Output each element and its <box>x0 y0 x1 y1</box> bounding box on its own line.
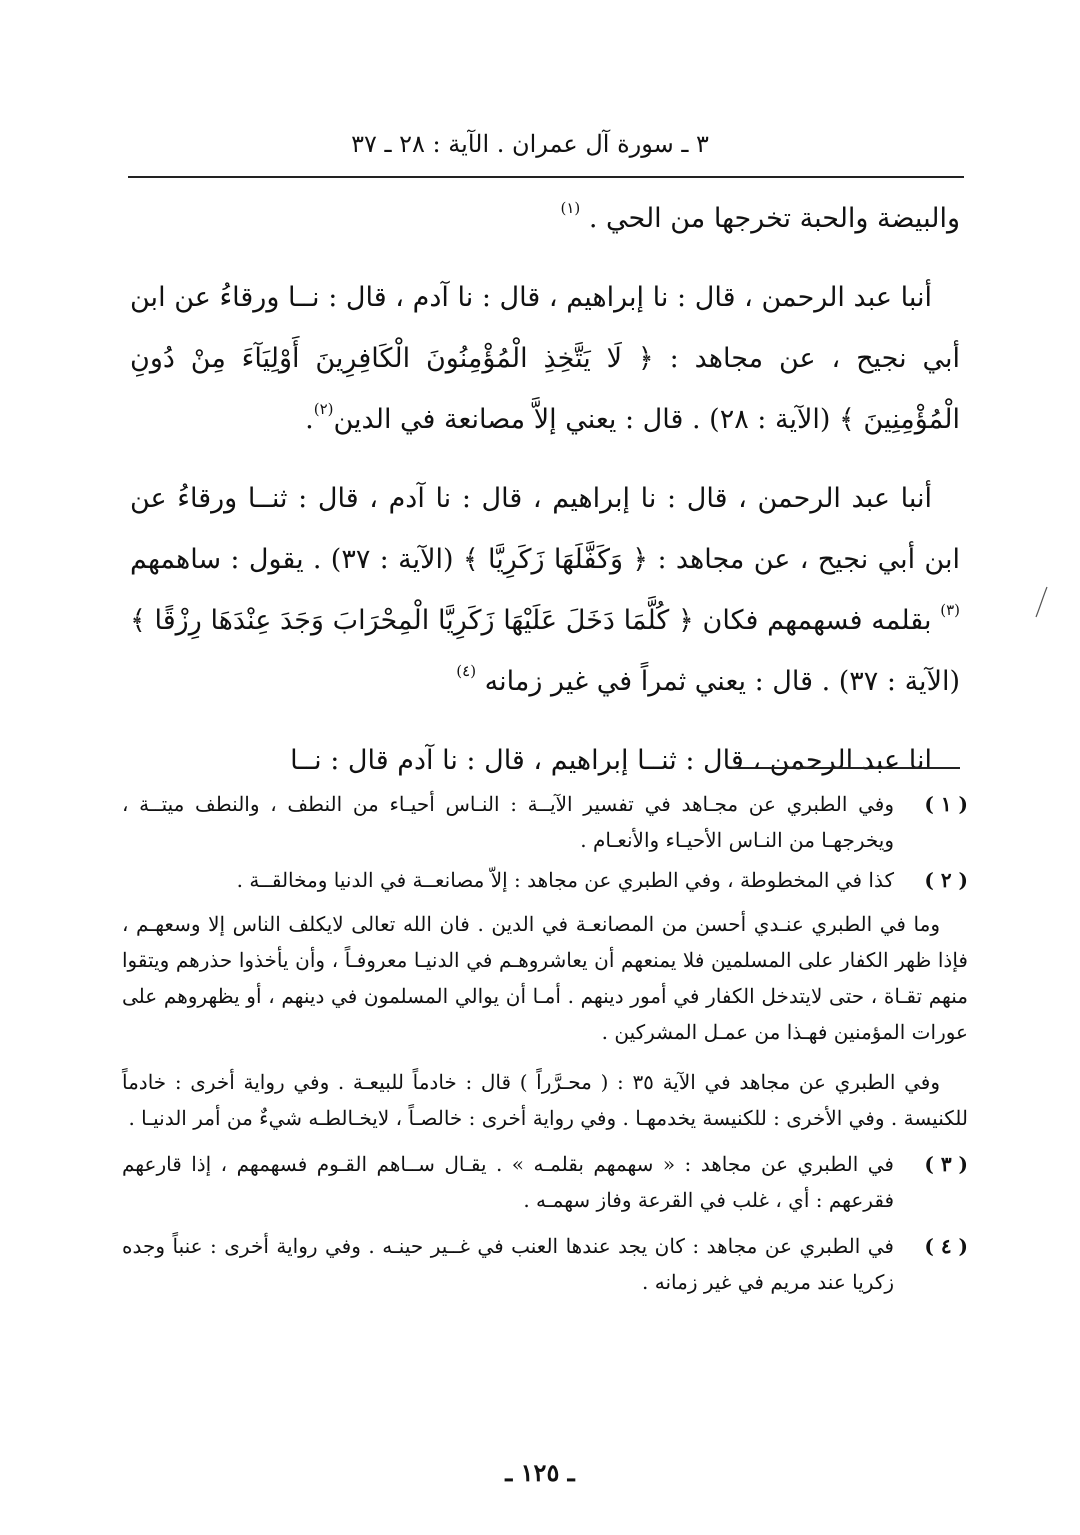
footnote-text: كذا في المخطوطة ، وفي الطبري عن مجاهد : إلاّ مصانعــة في الدنيا ومخالقــة . <box>236 868 894 892</box>
footnote-body <box>122 786 894 858</box>
paragraph-2-text: أنبا عبد الرحمن ، قال : نا إبراهيم ، قال : نا آدم ، قال : نــا ورقاءُ عن ابن أبي نجيح ، عن مجاهد : ﴿ لَا يَتَّخِذِ الْمُؤْمِنُونَ الْكَافِرِينَ أَوْلِيَآءَ مِنْ دُونِ الْمُؤْمِنِينَ ﴾ (الآية : ٢٨) . قال : يعني إلاَّ مصانعة في الدين <box>130 282 960 435</box>
footnote-text: في الطبري عن مجاهد : كان يجد عندها العنب في غــير حينـه . وفي رواية أخرى : عنباً وجده زكريا عند مريم في غير زمانه . <box>122 1234 894 1294</box>
footnote-2 <box>122 862 968 898</box>
footnote-body <box>122 1146 894 1218</box>
running-head: ٣ ـ سورة آل عمران . الآية : ٢٨ ـ ٣٧ <box>351 130 709 158</box>
footnote-number: ( ٣ ) <box>924 1152 968 1176</box>
paragraph-2-end: . <box>305 404 314 435</box>
footnote-1 <box>122 786 968 858</box>
paragraph-1 <box>130 188 960 249</box>
paragraph-3 <box>130 468 960 712</box>
paragraph-2 <box>130 267 960 450</box>
margin-pencil-mark <box>1034 585 1050 619</box>
page-number: ـ ١٢٥ ـ <box>505 1458 575 1487</box>
footnotes <box>122 786 968 1300</box>
footnote-4 <box>122 1228 968 1300</box>
header-rule <box>128 176 964 178</box>
paragraph-4 <box>130 730 960 791</box>
footnote-2-commentary-2: وفي الطبري عن مجاهد في الآية ٣٥ : ( محـرَّراً ) قال : خادماً للبيعـة . وفي رواية أخرى : خادماً للكنيسة . وفي الأخرى : للكنيسة يخدمهـا . وفي رواية أخرى : خالصـاً ، لايخـالطـه شيءٌ من أمر الدنيـا . <box>122 1070 968 1130</box>
footnote-number: ( ٢ ) <box>924 868 968 892</box>
footnote-ref-3[interactable]: (٣) <box>940 601 960 619</box>
footnote-2-commentary-1: وما في الطبري عنـدي أحسن من المصانعـة في الدين . فان الله تعالى لايكلف الناس إلا وسعهـم ، فإذا ظهر الكفار على المسلمين فلا يمنعهم أن يعاشروهـم في الدنيـا معروفـاً ، وأن يأخذوا حذرهم ويتقوا منهم تقـاة ، حتى لايتدخل الكفار في أمور دينهم . أمـا أن يوالي المسلمون في دينهم ، أو يظهروهم على عورات المؤمنين فهـذا من عمـل المشركين . <box>122 912 968 1044</box>
footnote-3 <box>122 1146 968 1218</box>
footnote-number: ( ٤ ) <box>924 1234 968 1258</box>
paragraph-1-text: والبيضة والحبة تخرجها من الحي . <box>588 203 960 234</box>
paragraph-3-text-b: بقلمه فسهمهم فكان ﴿ كُلَّمَا دَخَلَ عَلَيْهَا زَكَرِيَّا الْمِحْرَابَ وَجَدَ عِنْدَهَا رِزْقًا ﴾ (الآية : ٣٧) . قال : يعني ثمراً في غير زمانه <box>130 605 960 697</box>
paragraph-4-text: انا عبد الرحمن ، قال : ثنــا إبراهيم ، قال : نا آدم قال : نــا <box>290 745 932 776</box>
footnote-text: في الطبري عن مجاهد : « سهمهم بقلمـه » . يقـال ســاهم القـوم فسهمهم ، إذا قارعهم فقرعهم : أي ، غلب في القرعة وفاز سهمـه . <box>122 1152 894 1212</box>
footnote-body <box>122 862 894 898</box>
footnote-text: وفي الطبري عن مجـاهد في تفسير الآيــة : النـاس أحيـاء من النطف ، والنطف ميتــة ، ويخرجهـا من النـاس الأحيـاء والأنعـام . <box>122 792 894 852</box>
footnote-rule <box>732 767 960 769</box>
footnote-ref-2[interactable]: (٢) <box>313 400 334 418</box>
paragraph-3-text-a: أنبا عبد الرحمن ، قال : نا إبراهيم ، قال : نا آدم ، قال : ثنــا ورقاءُ عن ابن أبي نجيح ، عن مجاهد : ﴿ وَكَفَّلَهَا زَكَرِيَّا ﴾ (الآية : ٣٧) . يقول : ساهمهم <box>130 483 960 575</box>
footnote-ref-1[interactable]: (١) <box>560 199 581 217</box>
footnote-ref-4[interactable]: (٤) <box>456 662 477 680</box>
main-text <box>130 188 960 791</box>
footnote-body <box>122 1228 894 1300</box>
footnote-number: ( ١ ) <box>924 792 968 816</box>
